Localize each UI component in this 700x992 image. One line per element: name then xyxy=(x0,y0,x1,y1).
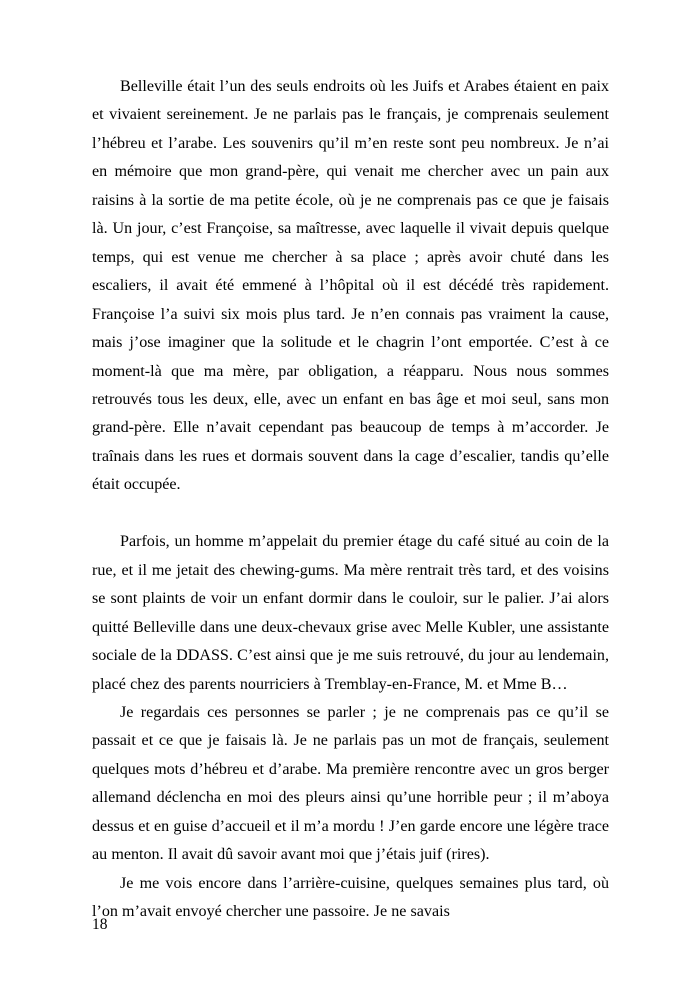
page-number: 18 xyxy=(92,916,108,933)
paragraph-belleville: Belleville était l’un des seuls endroits où les Juifs et Arabes étaient en paix et vivaient sereinement. Je ne parlais pas le français, je comprenais seulement l’hébreu et l’arabe. Les souvenirs qu’il m’en reste sont peu nombreux. Je n’ai en mémoire que mon grand-père, qui venait me chercher avec un pain aux raisins à la sortie de ma petite école, où je ne comprenais pas ce que je faisais là. Un jour, c’est Françoise, sa maîtresse, avec laquelle il vivait depuis quelque temps, qui est venue me chercher à sa place ; après avoir chuté dans les escaliers, il avait été emmené à l’hôpital où il est décédé très rapidement. Françoise l’a suivi six mois plus tard. Je n’en connais pas vraiment la cause, mais j’ose imaginer que la solitude et le chagrin l’ont emportée. C’est à ce moment-là que ma mère, par obligation, a réapparu. Nous nous sommes retrouvés tous les deux, elle, avec un enfant en bas âge et moi seul, sans mon grand-père. Elle n’avait cependant pas beaucoup de temps à m’accorder. Je traînais dans les rues et dormais souvent dans la cage d’escalier, tandis qu’elle était occupée. xyxy=(92,78,609,494)
paragraph-parfois: Parfois, un homme m’appelait du premier étage du café situé au coin de la rue, et il me jetait des chewing-gums. Ma mère rentrait très tard, et des voisins se sont plaints de voir un enfant dormir dans le couloir, sur le palier. J’ai alors quitté Belleville dans une deux-chevaux grise avec Melle Kubler, une assistante sociale de la DDASS. C’est ainsi que je me suis retrouvé, du jour au lendemain, placé chez des parents nourriciers à Tremblay-en-France, M. et Mme B… xyxy=(92,533,609,693)
body-text-block xyxy=(92,73,609,927)
paragraph-je-regardais: Je regardais ces personnes se parler ; je ne comprenais pas ce qu’il se passait et ce que je faisais là. Je ne parlais pas un mot de français, seulement quelques mots d’hébreu et d’arabe. Ma première rencontre avec un gros berger allemand déclencha en moi des pleurs ainsi qu’une horrible peur ; il m’aboya dessus et en guise d’accueil et il m’a mordu ! J’en garde encore une légère trace au menton. Il avait dû savoir avant moi que j’étais juif (rires). xyxy=(92,703,609,864)
paragraph-je-me-vois: Je me vois encore dans l’arrière-cuisine, quelques semaines plus tard, où l’on m’avait envoyé chercher une passoire. Je ne savais xyxy=(92,874,609,921)
